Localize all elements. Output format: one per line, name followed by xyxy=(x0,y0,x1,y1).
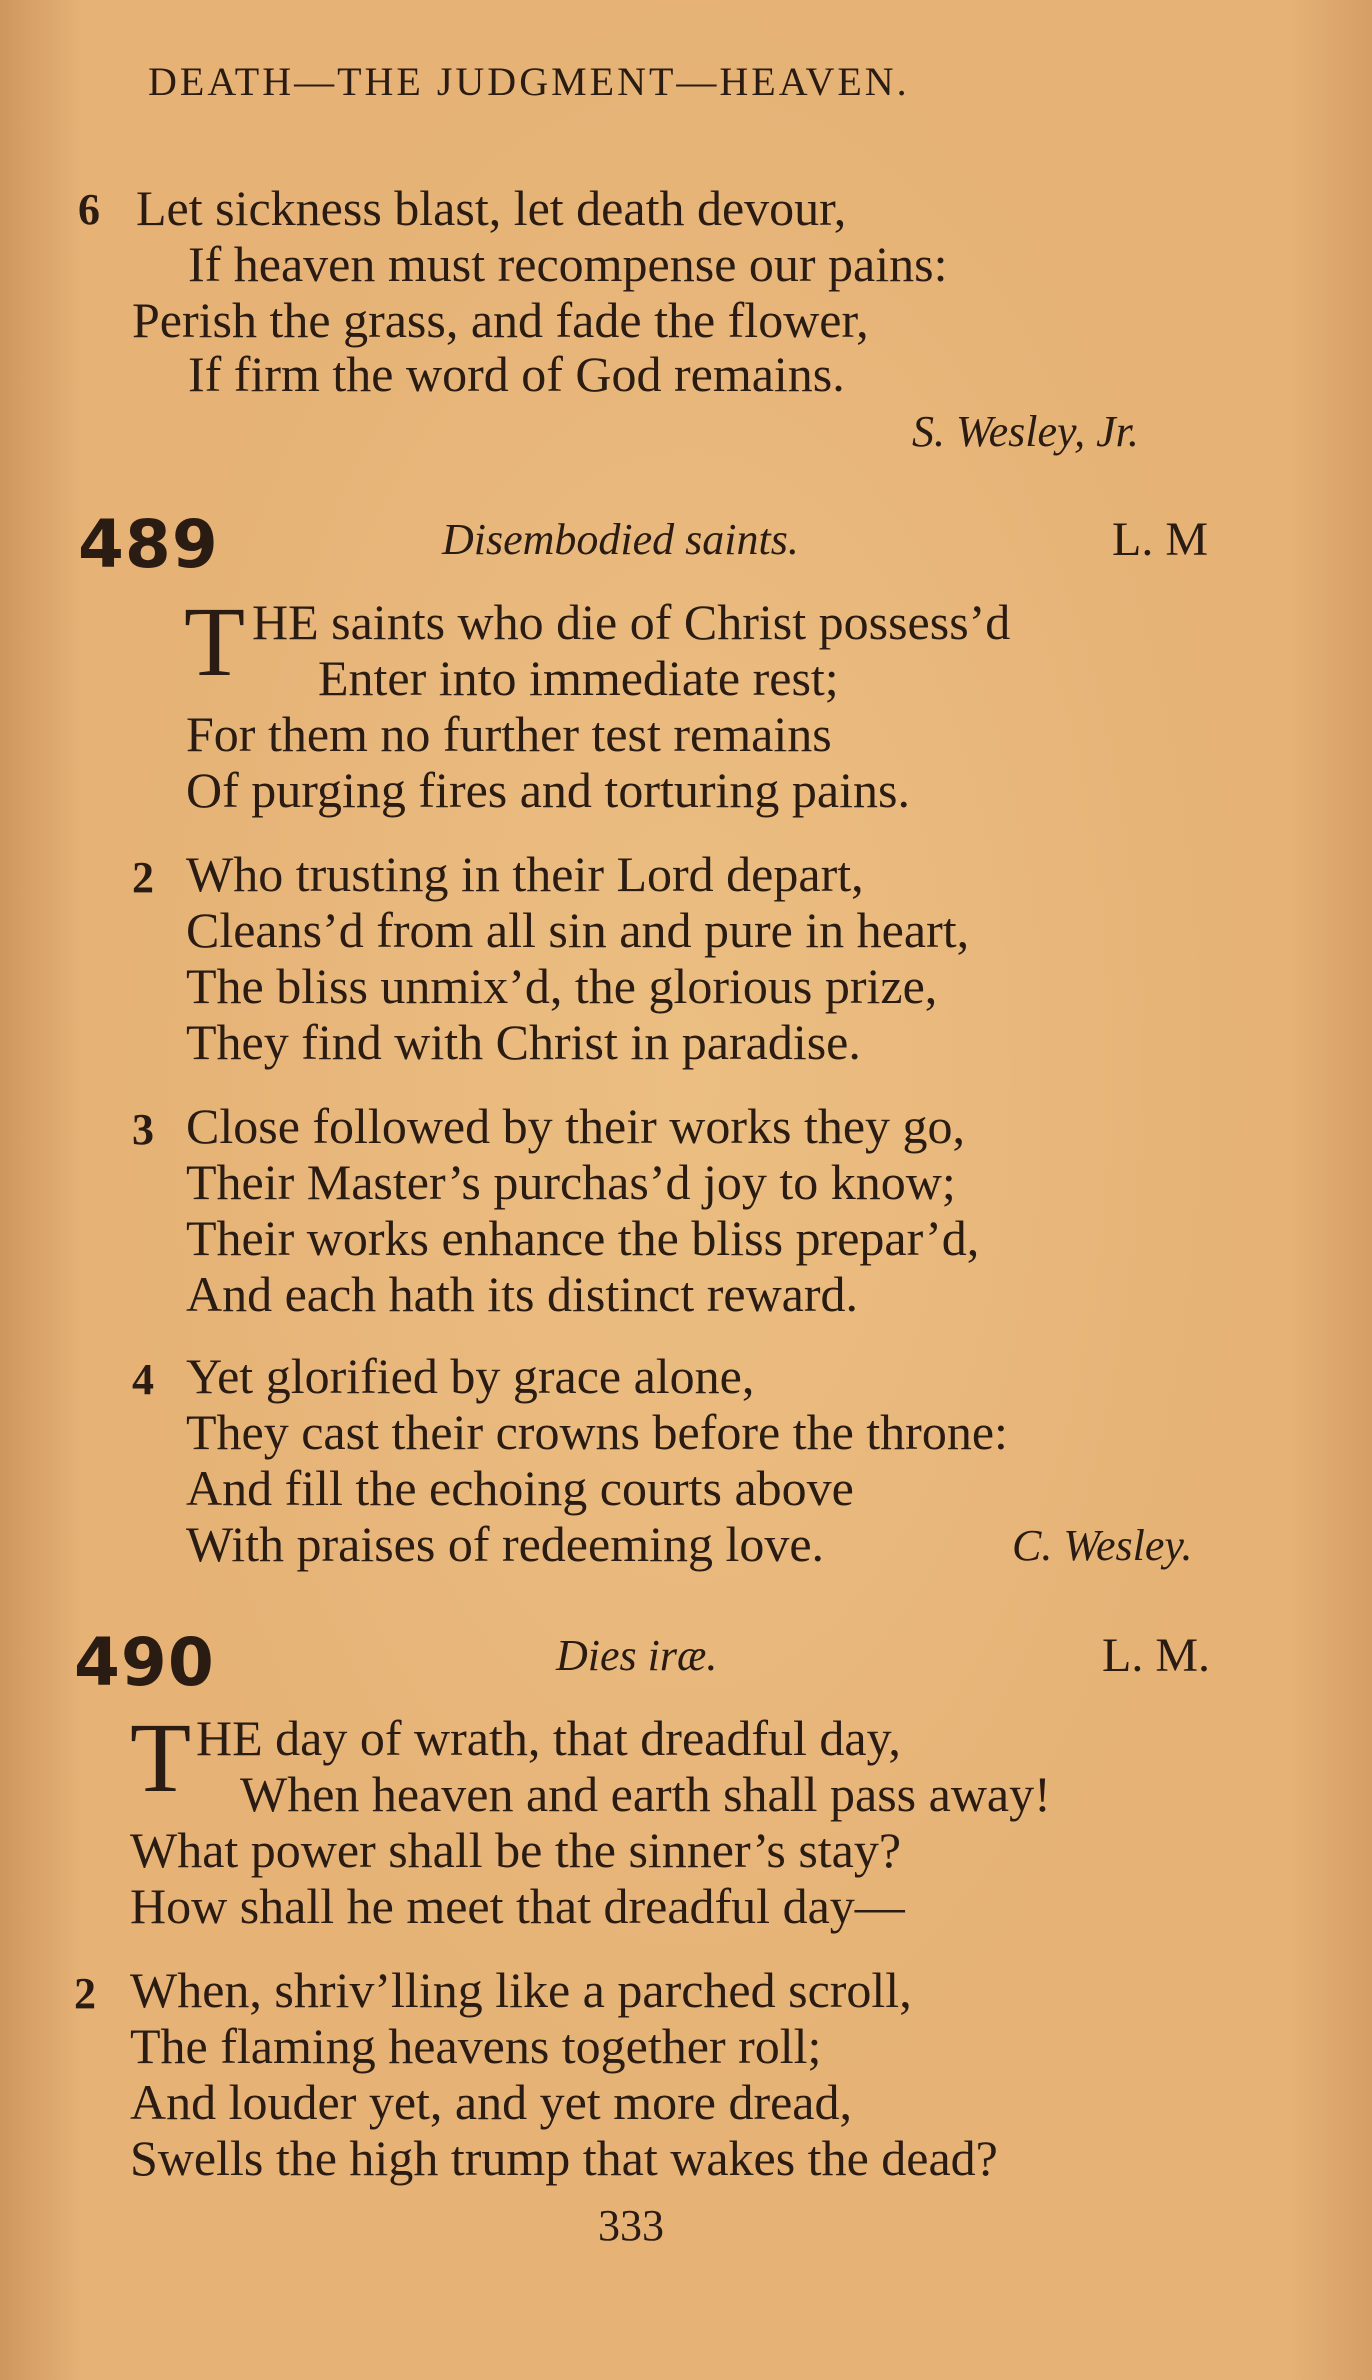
hymn-number: 490 xyxy=(74,1624,215,1701)
verse-line: The flaming heavens together roll; xyxy=(130,2018,822,2074)
drop-cap: T xyxy=(130,1702,192,1813)
stanza-number: 2 xyxy=(132,853,154,902)
hymn-title: Disembodied saints. xyxy=(442,515,799,564)
verse-line: And fill the echoing courts above xyxy=(186,1460,854,1516)
hymn-author: S. Wesley, Jr. xyxy=(912,407,1139,456)
verse-line: The bliss unmix’d, the glorious prize, xyxy=(186,958,938,1014)
verse-line: HE day of wrath, that dreadful day, xyxy=(196,1710,901,1766)
verse-line: Their works enhance the bliss prepar’d, xyxy=(186,1210,980,1266)
stanza-number: 4 xyxy=(132,1355,154,1404)
verse-line: Enter into immediate rest; xyxy=(318,650,839,706)
verse-line: If firm the word of God remains. xyxy=(188,346,845,402)
verse-line: HE saints who die of Christ possess’d xyxy=(252,594,1011,650)
verse-line: Let sickness blast, let death devour, xyxy=(136,180,847,236)
verse-line: Close followed by their works they go, xyxy=(186,1098,966,1154)
verse-line: Cleans’d from all sin and pure in heart, xyxy=(186,902,970,958)
hymn-meter: L. M xyxy=(1112,513,1208,566)
verse-line: And louder yet, and yet more dread, xyxy=(130,2074,852,2130)
stanza-number: 6 xyxy=(78,185,100,234)
verse-line: Who trusting in their Lord depart, xyxy=(186,846,864,902)
running-head: DEATH—THE JUDGMENT—HEAVEN. xyxy=(148,59,910,104)
stanza-number: 3 xyxy=(132,1105,154,1154)
hymn-title: Dies iræ. xyxy=(556,1631,718,1680)
verse-line: With praises of redeeming love. xyxy=(186,1516,825,1572)
verse-line: Of purging fires and torturing pains. xyxy=(186,762,910,818)
verse-line: How shall he meet that dreadful day— xyxy=(130,1878,905,1934)
hymn-number: 489 xyxy=(78,506,219,583)
verse-line: When, shriv’lling like a parched scroll, xyxy=(130,1962,912,2018)
page-number: 333 xyxy=(598,2201,664,2250)
verse-line: They cast their crowns before the throne: xyxy=(186,1404,1008,1460)
verse-line: Yet glorified by grace alone, xyxy=(186,1348,755,1404)
verse-line: Swells the high trump that wakes the dead? xyxy=(130,2130,998,2186)
verse-line: If heaven must recompense our pains: xyxy=(188,236,948,292)
verse-line: For them no further test remains xyxy=(186,706,832,762)
verse-line: They find with Christ in paradise. xyxy=(186,1014,861,1070)
verse-line: Perish the grass, and fade the flower, xyxy=(132,292,869,348)
hymn-author: C. Wesley. xyxy=(1012,1521,1193,1570)
stanza-number: 2 xyxy=(74,1969,96,2018)
hymn-meter: L. M. xyxy=(1102,1629,1210,1682)
verse-line: When heaven and earth shall pass away! xyxy=(240,1766,1051,1822)
verse-line: Their Master’s purchas’d joy to know; xyxy=(186,1154,956,1210)
verse-line: And each hath its distinct reward. xyxy=(186,1266,859,1322)
drop-cap: T xyxy=(184,586,246,697)
verse-line: What power shall be the sinner’s stay? xyxy=(130,1822,902,1878)
